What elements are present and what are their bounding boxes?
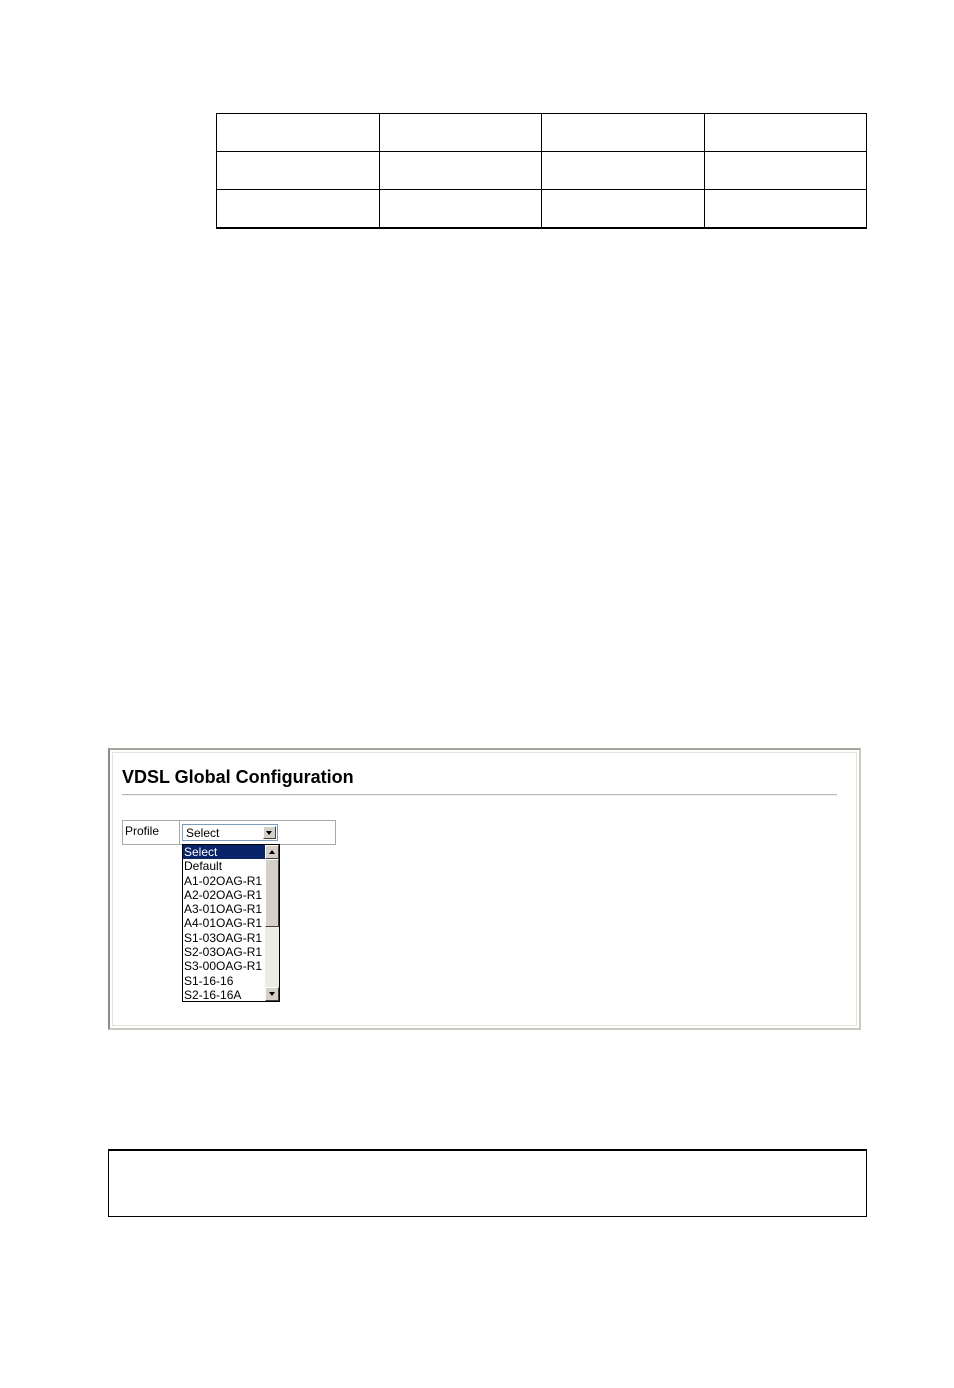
- scroll-thumb[interactable]: [265, 859, 279, 927]
- table-cell: [704, 190, 867, 229]
- profile-row: [122, 820, 336, 845]
- scroll-down-arrow-icon[interactable]: [265, 987, 279, 1001]
- table-row: [217, 190, 867, 229]
- dropdown-option[interactable]: Default: [184, 859, 223, 874]
- table-row: [217, 114, 867, 152]
- vdsl-config-panel: [108, 748, 861, 1030]
- table-cell: [704, 152, 867, 190]
- profile-field: [180, 821, 335, 844]
- dropdown-option[interactable]: A3-01OAG-R1: [184, 902, 263, 917]
- table-cell: [542, 190, 705, 229]
- table-cell: [217, 114, 380, 152]
- page-title: VDSL Global Configuration: [122, 767, 354, 787]
- table-cell: [379, 190, 542, 229]
- dropdown-option[interactable]: S1-16-16: [184, 973, 234, 988]
- profile-select[interactable]: [182, 824, 278, 841]
- note-box: [108, 1149, 867, 1217]
- profile-select-value: Select: [186, 825, 220, 840]
- dropdown-option[interactable]: S3-00OAG-R1: [184, 959, 263, 974]
- dropdown-option[interactable]: S2-03OAG-R1: [184, 945, 263, 960]
- table-cell: [542, 114, 705, 152]
- dropdown-scrollbar[interactable]: [265, 845, 279, 1001]
- title-divider: [122, 794, 837, 796]
- dropdown-options: [183, 845, 266, 1002]
- table-row: [217, 152, 867, 190]
- dropdown-option[interactable]: A4-01OAG-R1: [184, 916, 263, 931]
- empty-table: [216, 113, 867, 229]
- table-cell: [379, 114, 542, 152]
- table-cell: [704, 114, 867, 152]
- dropdown-option[interactable]: S1-03OAG-R1: [184, 930, 263, 945]
- profile-dropdown-list[interactable]: [182, 844, 280, 1002]
- profile-label: Profile: [123, 821, 180, 844]
- table-cell: [217, 190, 380, 229]
- table-cell: [542, 152, 705, 190]
- scroll-up-arrow-icon[interactable]: [265, 845, 279, 859]
- table-cell: [379, 152, 542, 190]
- dropdown-option[interactable]: Select: [183, 845, 266, 859]
- dropdown-option[interactable]: S2-16-16A: [184, 987, 242, 1002]
- table-cell: [217, 152, 380, 190]
- dropdown-option[interactable]: A1-02OAG-R1: [184, 873, 263, 888]
- chevron-down-icon[interactable]: [263, 826, 276, 839]
- dropdown-option[interactable]: A2-02OAG-R1: [184, 887, 263, 902]
